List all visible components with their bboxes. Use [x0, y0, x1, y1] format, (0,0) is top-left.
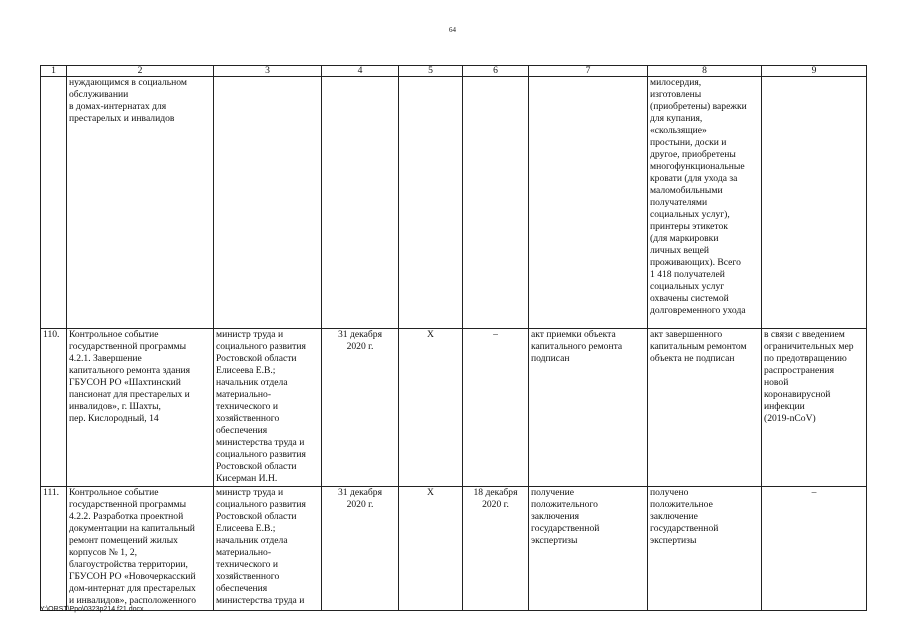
marker-cell: X: [399, 329, 463, 487]
column-header: 1: [41, 66, 67, 77]
reason-cell: –: [762, 487, 867, 611]
responsible-person: министр труда и социального развития Ростовской области Елисеева Е.В.; начальник отдела материально- технического и хозяйственного обеспечения министерства труда и: [214, 487, 322, 611]
reason-cell: [762, 77, 867, 329]
file-path-footer: Y:\ORST\Ppo\0323p214.f21.docx: [40, 606, 144, 613]
column-header: 6: [463, 66, 529, 77]
reason-cell: в связи с введением ограничительных мер по предотвращению распространения новой коронавирусной инфекции (2019-nCoV): [762, 329, 867, 487]
table-row: [41, 77, 867, 329]
column-header: 5: [399, 66, 463, 77]
report-table: [40, 65, 867, 611]
planned-date: [322, 77, 399, 329]
event-description: Контрольное событие государственной программы 4.2.2. Разработка проектной документации на капитальный ремонт помещений жилых корпусов № 1, 2, благоустройства территории, ГБУСОН РО «Новочеркасский дом-интернат для престарелых и инвалидов», расположенного: [67, 487, 214, 611]
event-description: нуждающимся в социальном обслуживании в домах-интернатах для престарелых и инвалидов: [67, 77, 214, 329]
table-row: [41, 329, 867, 487]
row-number: [41, 77, 67, 329]
responsible-person: [214, 77, 322, 329]
row-number: 111.: [41, 487, 67, 611]
actual-date: [463, 77, 529, 329]
column-header: 4: [322, 66, 399, 77]
marker-cell: [399, 77, 463, 329]
table-header-row: [41, 66, 867, 77]
expected-result: получение положительного заключения государственной экспертизы: [529, 487, 648, 611]
actual-result: акт завершенного капитальным ремонтом объекта не подписан: [648, 329, 762, 487]
planned-date: 31 декабря 2020 г.: [322, 329, 399, 487]
row-number: 110.: [41, 329, 67, 487]
marker-cell: X: [399, 487, 463, 611]
column-header: 7: [529, 66, 648, 77]
page-number: 64: [449, 26, 456, 34]
column-header: 8: [648, 66, 762, 77]
event-description: Контрольное событие государственной программы 4.2.1. Завершение капитального ремонта здания ГБУСОН РО «Шахтинский пансионат для престарелых и инвалидов», г. Шахты, пер. Кислородный, 14: [67, 329, 214, 487]
column-header: 9: [762, 66, 867, 77]
expected-result: акт приемки объекта капитального ремонта подписан: [529, 329, 648, 487]
responsible-person: министр труда и социального развития Ростовской области Елисеева Е.В.; начальник отдела материально- технического и хозяйственного обеспечения министерства труда и социального развития Ростовской области Кисерман И.Н.: [214, 329, 322, 487]
actual-date: 18 декабря 2020 г.: [463, 487, 529, 611]
planned-date: 31 декабря 2020 г.: [322, 487, 399, 611]
table-row: [41, 487, 867, 611]
column-header: 2: [67, 66, 214, 77]
actual-date: –: [463, 329, 529, 487]
actual-result: получено положительное заключение государственной экспертизы: [648, 487, 762, 611]
expected-result: [529, 77, 648, 329]
actual-result: милосердия, изготовлены (приобретены) варежки для купания, «скользящие» простыни, доски и другое, приобретены многофункциональные кровати (для ухода за маломобильными получателями социальных услуг), принтеры этикеток (для маркировки личных вещей проживающих). Всего 1 418 получателей социальных услуг охвачены системой долговременного ухода: [648, 77, 762, 329]
column-header: 3: [214, 66, 322, 77]
